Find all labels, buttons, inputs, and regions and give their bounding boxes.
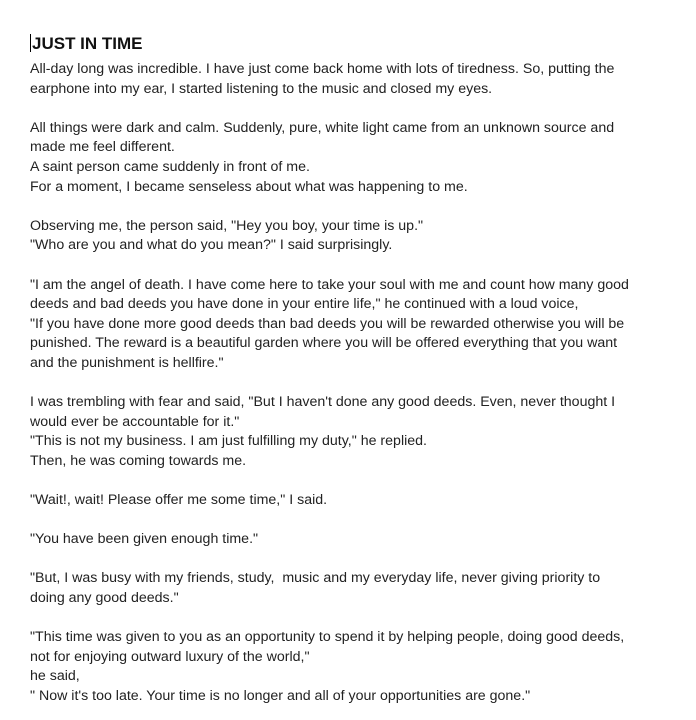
text-line: "Who are you and what do you mean?" I said surprisingly.	[30, 237, 393, 254]
text-line: punished. The reward is a beautiful garden where you will be offered everything that you want	[30, 335, 618, 352]
blank-line	[30, 609, 670, 629]
text-line: would ever be accountable for it."	[30, 413, 240, 430]
blank-line	[30, 471, 670, 491]
text-line: "This is not my business. I am just fulfilling my duty," he replied.	[30, 433, 427, 450]
text-line: he said,	[30, 668, 80, 685]
document-body[interactable]	[30, 34, 670, 707]
text-line: All things were dark and calm. Suddenly, pure, white light came from an unknown source and	[30, 119, 615, 136]
document-title	[30, 34, 670, 54]
text-line: "But, I was busy with my friends, study, music and my everyday life, never giving priority to	[30, 570, 601, 587]
text-line: Observing me, the person said, "Hey you boy, your time is up."	[30, 217, 424, 234]
text-line: All-day long was incredible. I have just come back home with lots of tiredness. So, putting the	[30, 61, 615, 77]
text-line: For a moment, I became senseless about what was happening to me.	[30, 178, 468, 195]
blank-line	[30, 511, 670, 531]
text-line: "I am the angel of death. I have come here to take your soul with me and count how many good	[30, 276, 629, 293]
document-title-text: JUST IN TIME	[32, 34, 143, 53]
text-cursor	[30, 34, 31, 52]
blank-line	[30, 197, 670, 217]
text-line: deeds and bad deeds you have done in your entire life," he continued with a loud voice,	[30, 296, 579, 313]
text-line: " Now it's too late. Your time is no longer and all of your opportunities are gone."	[30, 688, 531, 704]
text-line: made me feel different.	[30, 139, 175, 156]
text-line: "You have been given enough time."	[30, 531, 259, 548]
blank-line	[30, 374, 670, 394]
text-line: "If you have done more good deeds than bad deeds you will be rewarded otherwise you will be	[30, 315, 625, 332]
text-line: "This time was given to you as an opportunity to spend it by helping people, doing good deeds,	[30, 629, 625, 646]
text-line: A saint person came suddenly in front of me.	[30, 158, 310, 175]
text-line: Then, he was coming towards me.	[30, 452, 247, 469]
blank-line	[30, 550, 670, 570]
text-line: "Wait!, wait! Please offer me some time," I said.	[30, 492, 328, 509]
text-line: and the punishment is hellfire."	[30, 354, 224, 371]
text-line: not for enjoying outward luxury of the world,"	[30, 648, 310, 665]
document-text	[30, 60, 670, 707]
text-line: doing any good deeds."	[30, 590, 179, 607]
text-line: earphone into my ear, I started listening to the music and closed my eyes.	[30, 80, 493, 97]
blank-line	[30, 99, 670, 119]
text-line: I was trembling with fear and said, "But I haven't done any good deeds. Even, never thought I	[30, 394, 616, 411]
blank-line	[30, 256, 670, 276]
